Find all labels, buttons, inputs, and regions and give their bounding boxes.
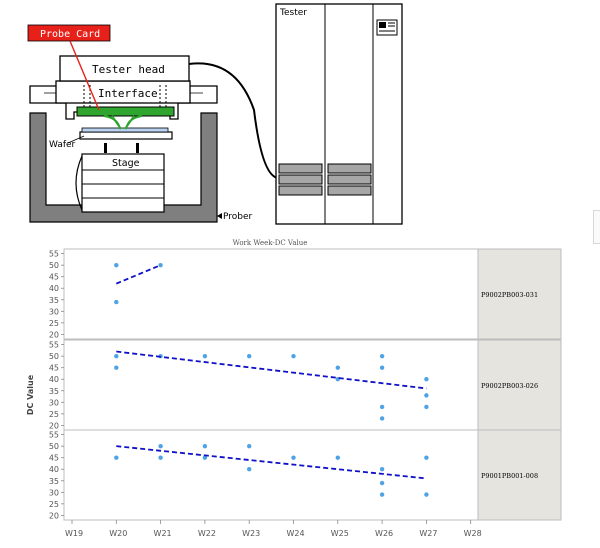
y-tick-label: 30 [48, 398, 59, 408]
y-tick-label: 55 [48, 249, 59, 259]
probe-test-diagram [0, 0, 600, 232]
x-tick-label: W21 [153, 529, 172, 538]
y-tick-label: 35 [48, 476, 59, 486]
data-point [114, 354, 118, 358]
prober-label: Prober [223, 212, 253, 222]
x-tick-label: W28 [463, 529, 482, 538]
y-tick-label: 25 [48, 409, 59, 419]
y-tick-label: 40 [48, 465, 59, 475]
data-point [247, 467, 251, 471]
tester-head-label: Tester head [92, 63, 165, 76]
chart-title: Work Week-DC Value [232, 239, 308, 247]
data-point [380, 416, 384, 420]
y-tick-label: 45 [48, 363, 59, 373]
work-week-dc-chart [0, 232, 600, 548]
data-point [247, 444, 251, 448]
y-tick-label: 20 [48, 421, 59, 431]
data-point [424, 393, 428, 397]
y-tick-label: 55 [48, 430, 59, 440]
y-tick-label: 35 [48, 295, 59, 305]
panel-label: P9001PB001-008 [481, 472, 539, 480]
data-point [424, 455, 428, 459]
data-point [380, 492, 384, 496]
data-point [380, 365, 384, 369]
stage-label: Stage [112, 158, 140, 169]
y-tick-label: 40 [48, 284, 59, 294]
y-tick-label: 25 [48, 318, 59, 328]
plot-area [64, 249, 478, 339]
x-tick-label: W27 [419, 529, 438, 538]
tester-label: Tester [280, 8, 307, 18]
x-tick-label: W19 [64, 529, 84, 538]
data-point [336, 455, 340, 459]
chart-panel [49, 430, 561, 520]
y-tick-label: 50 [48, 352, 59, 362]
y-tick-label: 20 [48, 330, 59, 340]
tester-slots-right [328, 164, 371, 195]
y-tick-label: 55 [48, 340, 59, 350]
data-point [291, 455, 295, 459]
data-point [114, 263, 118, 267]
data-point [114, 455, 118, 459]
probe-card-label: Probe Card [40, 29, 101, 40]
y-tick-label: 50 [48, 442, 59, 452]
data-point [203, 444, 207, 448]
plot-area [64, 430, 478, 520]
y-axis-label: DC Value [26, 374, 35, 416]
y-tick-label: 35 [48, 386, 59, 396]
data-point [291, 354, 295, 358]
data-point [247, 354, 251, 358]
y-tick-label: 30 [48, 488, 59, 498]
wafer [80, 132, 172, 139]
wafer-label: Wafer [49, 140, 76, 150]
stage-guide-curve [76, 156, 82, 210]
x-tick-label: W24 [286, 529, 305, 538]
data-point [114, 300, 118, 304]
probe-needles [104, 116, 142, 129]
y-tick-label: 50 [48, 261, 59, 271]
chuck-post-left [104, 143, 107, 153]
data-point [424, 492, 428, 496]
interface-label: Interface [98, 87, 158, 100]
x-tick-label: W20 [109, 529, 128, 538]
x-tick-label: W26 [375, 529, 394, 538]
tester-panel-icon [377, 20, 397, 35]
chart-panel [49, 249, 561, 339]
y-tick-label: 40 [48, 375, 59, 385]
data-point [380, 481, 384, 485]
data-point [380, 354, 384, 358]
data-point [424, 405, 428, 409]
y-tick-label: 45 [48, 272, 59, 282]
data-point [203, 354, 207, 358]
panel-label: P9002PB003-031 [481, 291, 539, 299]
data-point [158, 263, 162, 267]
data-point [158, 455, 162, 459]
probe-card-board [77, 107, 174, 116]
data-point [336, 365, 340, 369]
panel-label: P9002PB003-026 [481, 382, 539, 390]
x-tick-label: W23 [242, 529, 261, 538]
data-point [380, 405, 384, 409]
y-tick-label: 20 [48, 511, 59, 521]
data-point [114, 365, 118, 369]
chuck-post-right [136, 143, 139, 153]
y-tick-label: 30 [48, 307, 59, 317]
x-tick-label: W22 [197, 529, 216, 538]
x-tick-label: W25 [330, 529, 349, 538]
prober-arrow [217, 213, 222, 219]
data-point [380, 467, 384, 471]
y-tick-label: 25 [48, 499, 59, 509]
data-point [424, 377, 428, 381]
y-tick-label: 45 [48, 453, 59, 463]
data-point [158, 444, 162, 448]
chart-panel [49, 340, 561, 430]
tester-slots-left [279, 164, 322, 195]
